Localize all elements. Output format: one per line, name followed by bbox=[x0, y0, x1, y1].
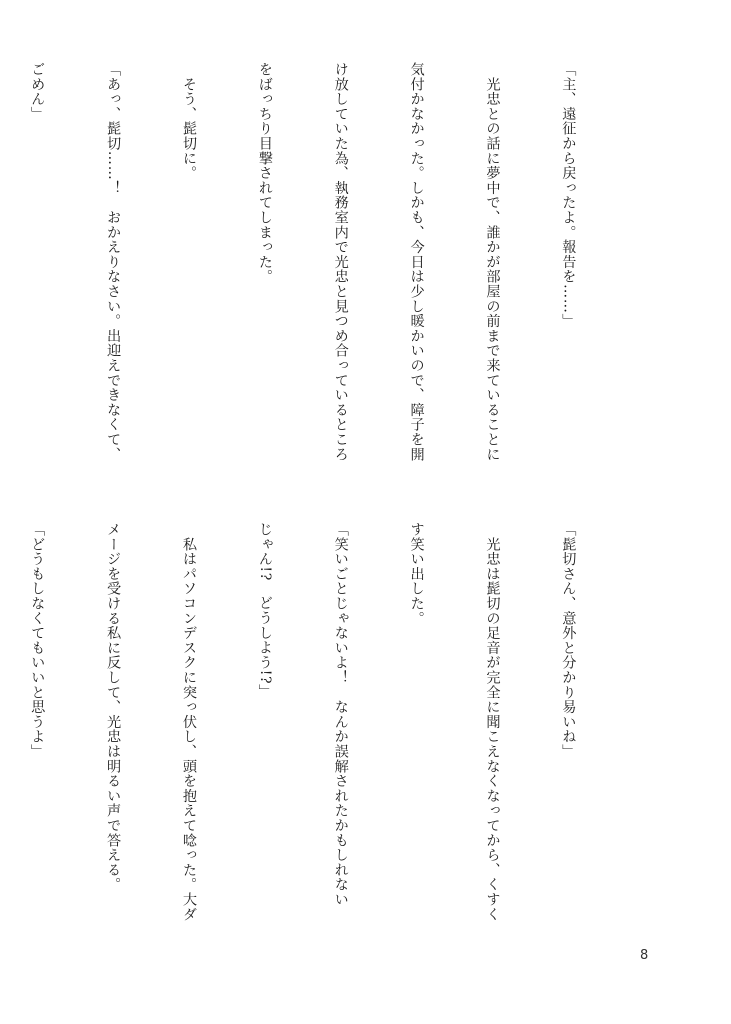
text-column: 「笑いごとじゃないよ！ なんか誤解されたかもしれない bbox=[332, 522, 349, 907]
text-column: け放していた為、執務室内で光忠と見つめ合っているところ bbox=[332, 62, 349, 462]
text-column: す笑い出した。 bbox=[408, 522, 425, 626]
text-column: 「髭切さん、意外と分かり易いね」 bbox=[560, 522, 577, 759]
text-column: そう、髭切に。 bbox=[180, 62, 197, 181]
text-column: 光忠は髭切の足音が完全に聞こえなくなってから、くすく bbox=[484, 522, 501, 922]
text-block-upper bbox=[29, 62, 631, 492]
text-column: ごめん」 bbox=[29, 62, 46, 122]
text-column: 「どうもしなくてもいいと思うよ」 bbox=[29, 522, 46, 759]
text-column: 「主、遠征から戻ったよ。報告を……」 bbox=[560, 62, 577, 329]
text-column: をばっちり目撃されてしまった。 bbox=[256, 62, 273, 284]
text-column: 光忠との話に夢中で、誰かが部屋の前まで来ていることに bbox=[484, 62, 501, 462]
text-column: 私はパソコンデスクに突っ伏し、頭を抱えて唸った。大ダ bbox=[180, 522, 197, 922]
text-column: 「あっ、髭切……！ おかえりなさい。出迎えできなくて、 bbox=[105, 62, 122, 462]
text-block-lower bbox=[29, 522, 631, 952]
text-column: メージを受ける私に反して、光忠は明るい声で答える。 bbox=[105, 522, 122, 892]
text-column: 気付かなかった。しかも、今日は少し暖かいので、障子を開 bbox=[408, 62, 425, 462]
text-column: じゃん!? どうしよう!?」 bbox=[256, 522, 273, 700]
page-number: 8 bbox=[640, 948, 649, 963]
